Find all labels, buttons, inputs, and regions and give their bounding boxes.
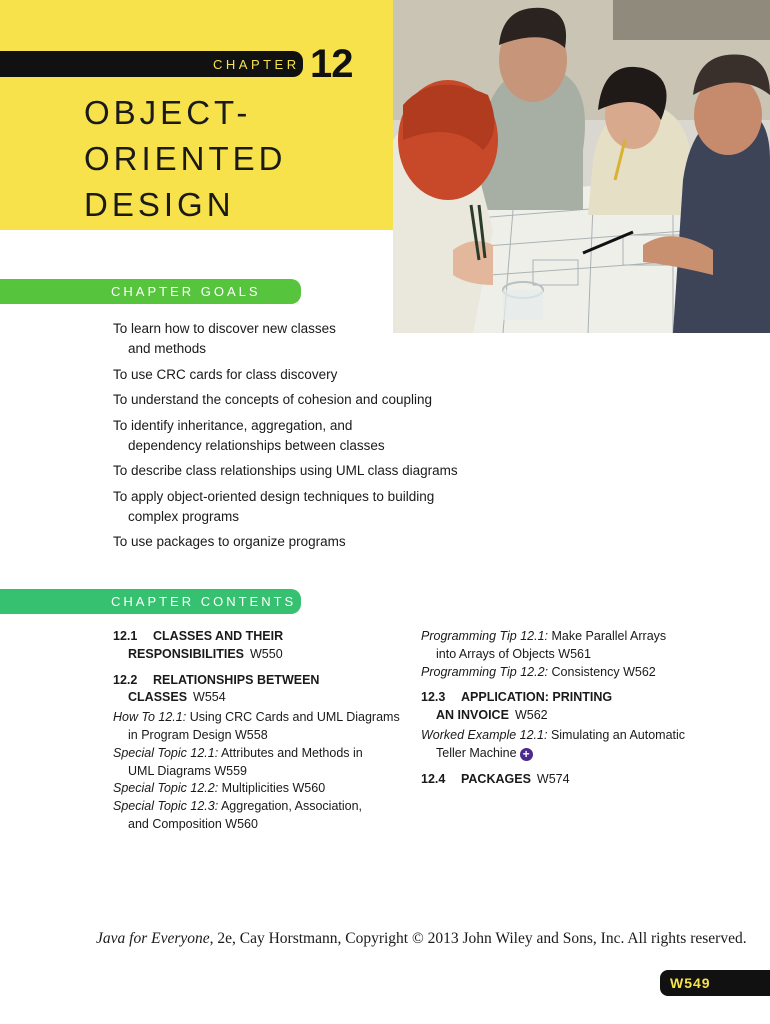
section-title: CLASSES	[128, 690, 188, 705]
copyright-footer	[96, 930, 747, 948]
section-page: W554	[193, 690, 226, 705]
chapter-goals-heading: CHAPTER GOALS	[111, 284, 261, 299]
section-12-2-link[interactable]	[113, 672, 413, 708]
goal-item	[113, 461, 493, 481]
section-number: 12.3	[421, 690, 446, 705]
goal-text: dependency relationships between classes	[128, 437, 385, 453]
goal-item	[113, 532, 493, 552]
goal-item	[113, 319, 493, 359]
goal-text: To describe class relationships using UML class diagrams	[113, 463, 458, 478]
section-12-1-link[interactable]	[113, 628, 413, 664]
entry-text: in Program Design W558	[128, 727, 268, 742]
page-number: W549	[670, 975, 711, 991]
chapter-contents-heading: CHAPTER CONTENTS	[111, 594, 297, 609]
goal-text: To use packages to organize programs	[113, 534, 346, 549]
section-title: PACKAGES	[461, 771, 531, 786]
goal-text: To learn how to discover new classes	[113, 321, 336, 336]
section-page: W550	[250, 646, 283, 661]
special-topic-12-1-link[interactable]	[113, 745, 413, 781]
chapter-number: 12	[310, 42, 353, 86]
contents-left-column	[113, 628, 413, 834]
entry-text: Attributes and Methods in	[220, 745, 363, 760]
section-number: 12.4	[421, 771, 446, 786]
entry-text: UML Diagrams W559	[128, 763, 248, 778]
entry-label: Worked Example 12.1:	[421, 727, 548, 742]
entry-text: Consistency W562	[551, 664, 656, 679]
chapter-title	[84, 90, 287, 228]
chapter-photo	[393, 0, 770, 333]
entry-label: How To 12.1:	[113, 710, 187, 725]
entry-text: Using CRC Cards and UML Diagrams	[189, 710, 400, 725]
goal-text: To understand the concepts of cohesion and coupling	[113, 392, 432, 407]
entry-label: Special Topic 12.2:	[113, 781, 219, 796]
chapter-word: CHAPTER	[213, 57, 300, 72]
special-topic-12-3-link[interactable]	[113, 798, 413, 834]
programming-tip-12-1-link[interactable]	[421, 628, 751, 664]
section-12-3-link[interactable]	[421, 689, 751, 725]
entry-text: Aggregation, Association,	[220, 799, 363, 814]
contents-right-column	[421, 628, 751, 796]
goal-item	[113, 487, 493, 527]
goal-text: To identify inheritance, aggregation, and	[113, 417, 353, 433]
entry-text: Multiplicities W560	[221, 781, 326, 796]
section-page: W574	[536, 771, 570, 786]
copyright-text: , 2e, Cay Horstmann, Copyright © 2013 John Wiley and Sons, Inc. All rights reserved.	[209, 930, 747, 947]
goal-text: complex programs	[128, 508, 240, 524]
goal-item	[113, 416, 493, 456]
entry-text: Simulating an Automatic	[550, 727, 686, 742]
entry-text: Make Parallel Arrays	[551, 629, 667, 643]
entry-text: and Composition W560	[128, 816, 258, 831]
entry-text: Teller Machine	[436, 745, 517, 760]
section-title: APPLICATION: PRINTING	[461, 690, 613, 705]
chapter-photo-illustration	[393, 0, 770, 333]
chapter-title-line: ORIENTED	[84, 140, 287, 177]
entry-text: into Arrays of Objects W561	[436, 646, 591, 661]
goal-item	[113, 365, 493, 385]
section-number: 12.2	[113, 672, 138, 687]
goal-item	[113, 390, 493, 410]
section-number: 12.1	[113, 629, 138, 643]
section-page: W562	[514, 708, 548, 723]
entry-label: Programming Tip 12.1:	[421, 629, 549, 643]
entry-label: Special Topic 12.3:	[113, 799, 219, 814]
book-title: Java for Everyone	[96, 930, 210, 947]
goal-text: To use CRC cards for class discovery	[113, 366, 338, 382]
worked-example-12-1-link[interactable]	[421, 727, 751, 763]
how-to-12-1-link[interactable]	[113, 709, 413, 745]
section-title: RELATIONSHIPS BETWEEN	[153, 672, 320, 687]
goal-text: and methods	[128, 341, 207, 356]
plus-circle-icon[interactable]: +	[520, 748, 533, 761]
section-12-4-link[interactable]	[421, 771, 751, 789]
chapter-title-line: DESIGN	[84, 186, 235, 223]
entry-label: Special Topic 12.1:	[113, 745, 219, 760]
section-title: AN INVOICE	[436, 708, 509, 723]
special-topic-12-2-link[interactable]	[113, 780, 413, 798]
chapter-goals-list	[113, 319, 493, 558]
entry-label: Programming Tip 12.2:	[421, 664, 549, 679]
section-title: RESPONSIBILITIES	[128, 646, 244, 661]
goal-text: To apply object-oriented design techniques to building	[113, 488, 435, 504]
section-title: CLASSES AND THEIR	[153, 629, 284, 643]
chapter-title-line: OBJECT-	[84, 94, 252, 131]
programming-tip-12-2-link[interactable]	[421, 664, 751, 682]
